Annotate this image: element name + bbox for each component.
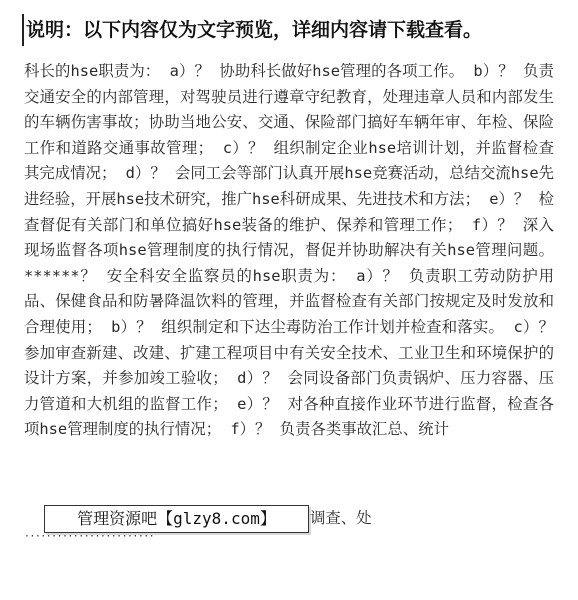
document-tail-text: 调查、处 [310, 509, 372, 527]
truncation-ellipsis: ························ [24, 531, 155, 542]
site-watermark: 管理资源吧【glzy8.com】 [44, 505, 309, 533]
document-body-text: 科长的hse职责为： a）？ 协助科长做好hse管理的各项工作。 b）？ 负责交通安全的内部管理，对驾驶员进行遵章守纪教育，处理违章人员和内部发生的车辆伤害事故；协助当地公安、交通、保险部门搞好车辆年审、年检、保险工作和道路交通事故管理； c）？ 组织制定企业hse培训计划，并监督检查其完成情况； d）？ 会同工会等部门认真开展hse竞赛活动，总结交流hse先进经验，开展hse技术研究，推广hse科研成果、先进技术和方法； e）？ 检查督促有关部门和单位搞好hse装备的维护、保养和管理工作； f）？ 深入现场监督各项hse管理制度的执行情况，督促并协助解决有关hse管理问题。 ******？ 安全科安全监察员的hse职责为： a）？ 负责职工劳动防护用品、保健食品和防暑降温饮料的管理，并监督检查有关部门按规定及时发放和合理使用； b）？ 组织制定和下达尘毒防治工作计划并检查和落实。 c）？ 参加审查新建、改建、扩建工程项目中有关安全技术、工业卫生和环境保护的设计方案，并参加竣工验收； d）？ 会同设备部门负责锅炉、压力容器、压力管道和大机组的监督工作； e）？ 对各种直接作业环节进行监督，检查各项hse管理制度的执行情况； f）？ 负责各类事故汇总、统计 [24, 62, 554, 439]
preview-notice: 说明：以下内容仅为文字预览，详细内容请下载查看。 [22, 14, 574, 46]
